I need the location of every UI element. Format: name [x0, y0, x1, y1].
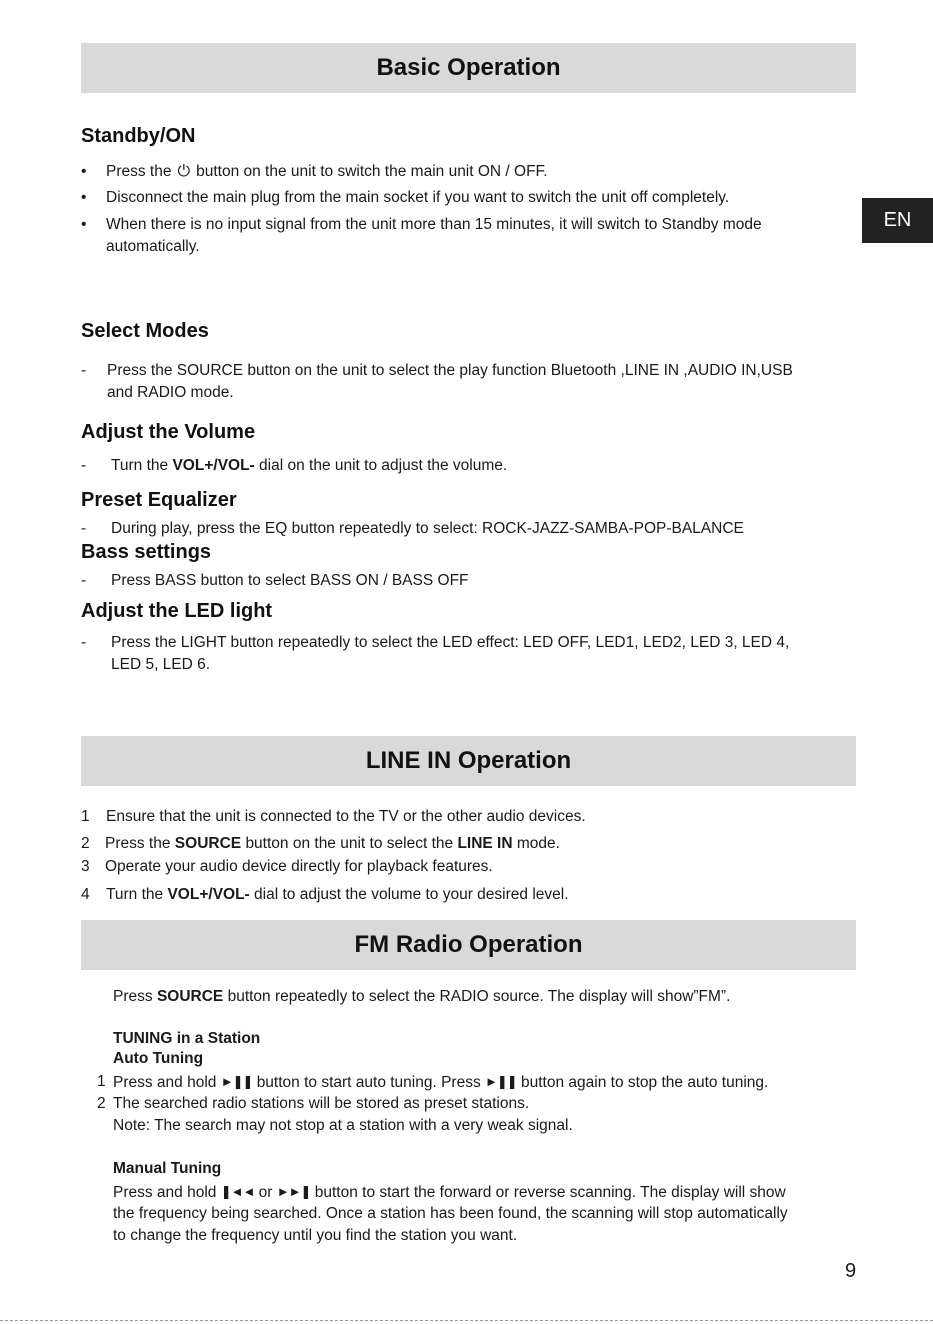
- standby-b1-pre: Press the: [106, 163, 172, 180]
- line-in-step-1-number: 1: [81, 808, 90, 825]
- led-line1: Press the LIGHT button repeatedly to select the LED effect: LED OFF, LED1, LED2, LED 3, LED 4,: [111, 634, 790, 651]
- standby-heading: Standby/ON: [81, 125, 196, 147]
- page-bottom-rule: [0, 1320, 933, 1321]
- next-icon: ►►❚: [276, 1184, 311, 1199]
- volume-pre: Turn the: [111, 457, 169, 474]
- dash-marker: -: [81, 634, 87, 651]
- bullet-marker: •: [81, 163, 87, 180]
- select-modes-line2: and RADIO mode.: [107, 384, 234, 401]
- select-modes-line1: Press the SOURCE button on the unit to select the play function Bluetooth ,LINE IN ,AUDIO IN,USB: [107, 362, 793, 379]
- vol-dial-label: VOL+/VOL-: [167, 886, 250, 903]
- dash-marker: -: [81, 457, 87, 474]
- line-in-mode-label: LINE IN: [457, 835, 513, 852]
- auto-step-1-number: 1: [97, 1073, 106, 1090]
- language-tab: EN: [862, 198, 933, 243]
- manual-tuning-line3: to change the frequency until you find the station you want.: [113, 1227, 518, 1244]
- fm-intro-pre: Press: [113, 988, 153, 1005]
- volume-dial-label: VOL+/VOL-: [172, 457, 255, 474]
- line-in-step-3-number: 3: [81, 858, 90, 875]
- bass-text: Press BASS button to select BASS ON / BASS OFF: [111, 572, 469, 589]
- manual-tuning-line2: the frequency being searched. Once a station has been found, the scanning will stop automatically: [113, 1205, 788, 1222]
- dash-marker: -: [81, 572, 87, 589]
- tuning-heading: TUNING in a Station: [113, 1030, 261, 1047]
- manual-post: button to start the forward or reverse scanning. The display will show: [314, 1184, 786, 1201]
- fm-radio-banner: FM Radio Operation: [81, 920, 856, 970]
- standby-b2-text: Disconnect the main plug from the main socket if you want to switch the unit off completely.: [106, 189, 730, 206]
- select-modes-heading: Select Modes: [81, 320, 209, 342]
- auto-step-2-number: 2: [97, 1095, 106, 1112]
- led-heading: Adjust the LED light: [81, 600, 273, 622]
- line-in-step-2: [105, 833, 560, 855]
- manual-tuning-line1: [113, 1181, 786, 1204]
- auto-step1-mid: button to start auto tuning. Press: [256, 1074, 481, 1091]
- bullet-marker: •: [81, 189, 87, 206]
- dash-marker: -: [81, 520, 87, 537]
- equalizer-heading: Preset Equalizer: [81, 489, 237, 511]
- play-pause-icon: ►❚❚: [220, 1074, 253, 1089]
- step2-mid: button on the unit to select the: [245, 835, 454, 852]
- auto-step1-pre: Press and hold: [113, 1074, 217, 1091]
- auto-step-2: The searched radio stations will be stored as preset stations.: [113, 1095, 530, 1112]
- dash-marker: -: [81, 362, 87, 379]
- source-label: SOURCE: [174, 835, 242, 852]
- power-icon: ⏻: [177, 163, 191, 180]
- step4-pre: Turn the: [106, 886, 164, 903]
- fm-intro: [113, 986, 730, 1008]
- manual-tuning-heading: Manual Tuning: [113, 1160, 222, 1177]
- volume-post: dial on the unit to adjust the volume.: [259, 457, 508, 474]
- bass-heading: Bass settings: [81, 541, 212, 563]
- auto-step1-post: button again to stop the auto tuning.: [521, 1074, 769, 1091]
- volume-heading: Adjust the Volume: [81, 421, 256, 443]
- line-in-step-2-number: 2: [81, 835, 90, 852]
- fm-intro-post: button repeatedly to select the RADIO source. The display will show”FM”.: [227, 988, 731, 1005]
- fm-source-label: SOURCE: [156, 988, 224, 1005]
- auto-tuning-note: Note: The search may not stop at a station with a very weak signal.: [113, 1117, 573, 1134]
- equalizer-text: During play, press the EQ button repeatedly to select: ROCK-JAZZ-SAMBA-POP-BALANCE: [111, 520, 744, 537]
- step4-post: dial to adjust the volume to your desired level.: [254, 886, 569, 903]
- previous-icon: ❚◄◄: [220, 1184, 255, 1199]
- line-in-step-4: [106, 884, 569, 906]
- standby-b3-line2: automatically.: [106, 238, 200, 255]
- manual-pre: Press and hold: [113, 1184, 217, 1201]
- step2-post: mode.: [516, 835, 560, 852]
- line-in-step-4-number: 4: [81, 886, 90, 903]
- auto-tuning-heading: Auto Tuning: [113, 1050, 204, 1067]
- basic-operation-banner: Basic Operation: [81, 43, 856, 93]
- page-number: 9: [845, 1260, 857, 1282]
- manual-or: or: [258, 1184, 273, 1201]
- standby-b1-post: button on the unit to switch the main unit ON / OFF.: [196, 163, 548, 180]
- play-pause-icon: ►❚❚: [485, 1074, 517, 1089]
- led-line2: LED 5, LED 6.: [111, 656, 211, 673]
- line-in-banner: LINE IN Operation: [81, 736, 856, 786]
- step2-pre: Press the: [105, 835, 171, 852]
- bullet-marker: •: [81, 216, 87, 233]
- line-in-step-3: Operate your audio device directly for playback features.: [105, 858, 493, 875]
- standby-b3-line1: When there is no input signal from the unit more than 15 minutes, it will switch to Standby mode: [106, 216, 762, 233]
- auto-step-1: [113, 1071, 768, 1094]
- line-in-step-1: Ensure that the unit is connected to the TV or the other audio devices.: [106, 808, 586, 825]
